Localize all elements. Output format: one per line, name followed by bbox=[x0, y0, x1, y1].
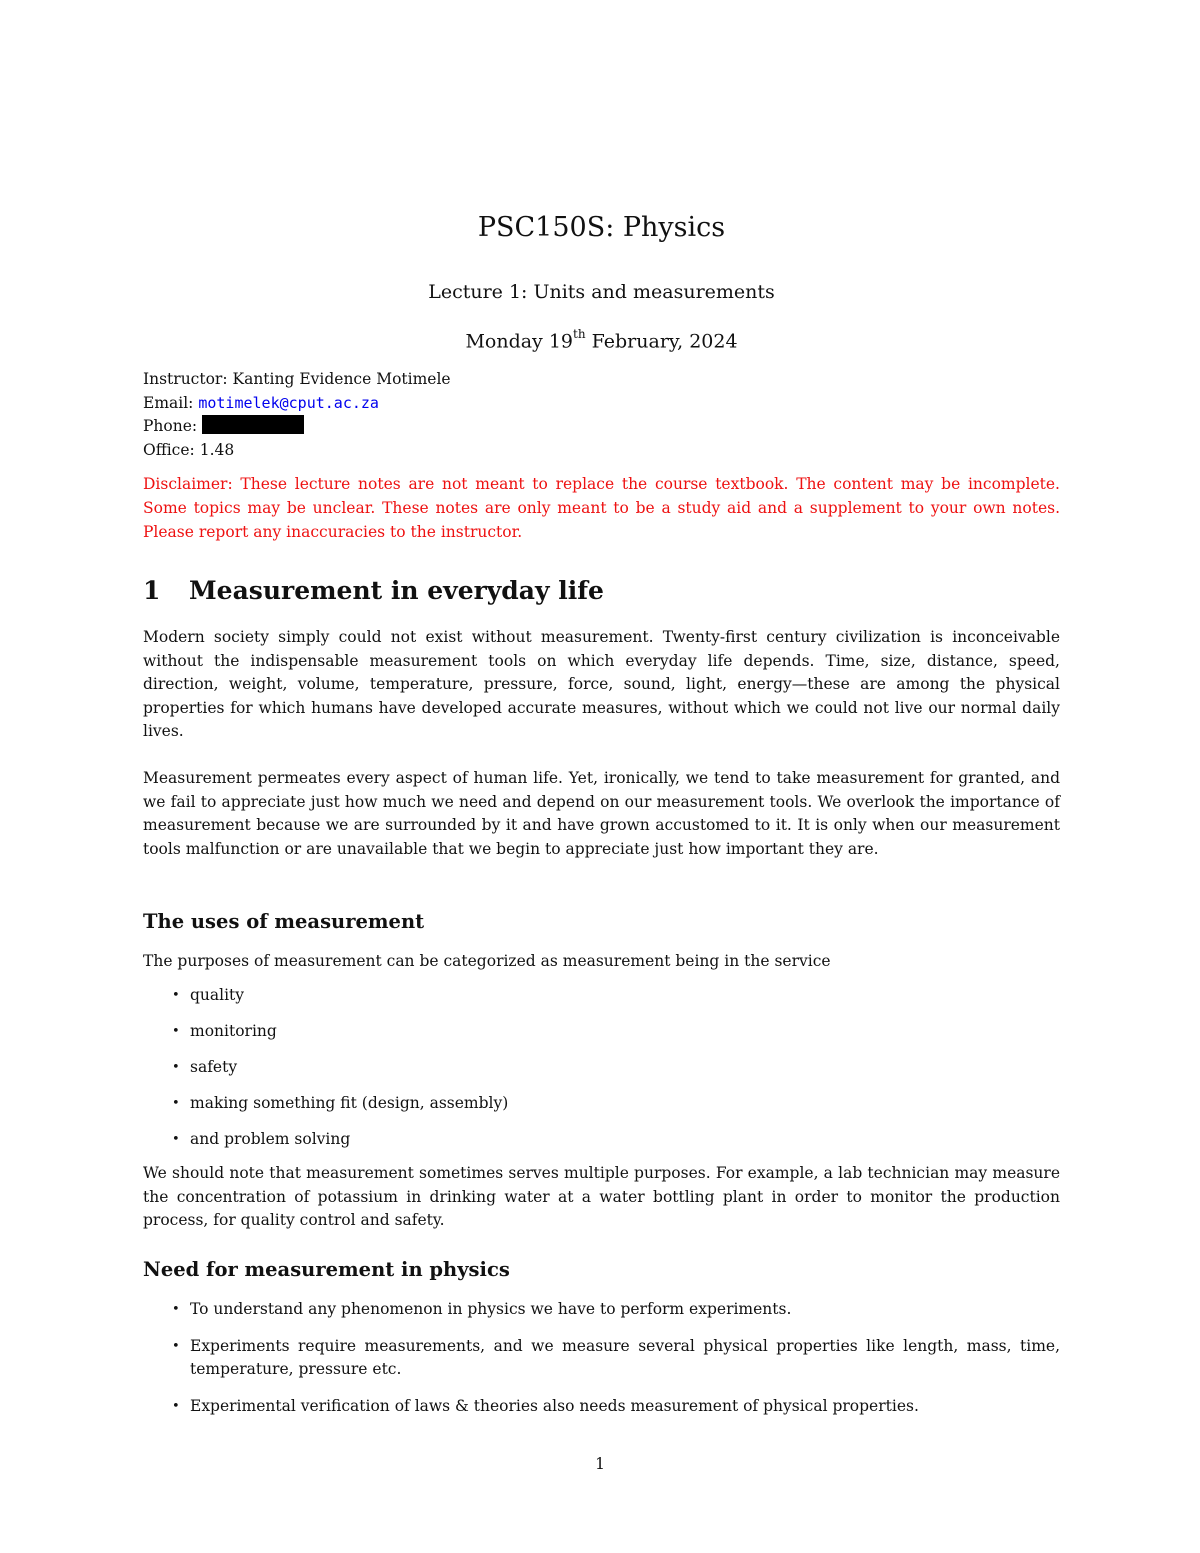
instructor-name: Kanting Evidence Motimele bbox=[232, 370, 451, 388]
date-day: Monday 19 bbox=[465, 330, 574, 353]
page-number: 1 bbox=[595, 1455, 605, 1473]
email-label: Email: bbox=[143, 393, 194, 412]
bullet-icon: • bbox=[172, 1024, 180, 1040]
section-heading bbox=[143, 576, 604, 605]
phone-redaction bbox=[202, 415, 304, 434]
instructor-label: Instructor: bbox=[143, 370, 228, 388]
list-item: • quality bbox=[143, 984, 1060, 1008]
list-item: • and problem solving bbox=[143, 1128, 1060, 1152]
email-row bbox=[143, 392, 451, 416]
instructor-info bbox=[143, 368, 451, 462]
bullet-icon: • bbox=[172, 988, 180, 1003]
list-item: • monitoring bbox=[143, 1020, 1060, 1044]
list-item: • Experiments require measurements, and we measure several physical properties like length, mass, time, temperature, pressure etc. bbox=[172, 1336, 1060, 1379]
list-item: • To understand any phenomenon in physics we have to perform experiments. bbox=[143, 1298, 1060, 1322]
need-heading: Need for measurement in physics bbox=[143, 1258, 510, 1281]
lecture-date bbox=[143, 329, 1060, 352]
bullet-icon: • bbox=[172, 1132, 180, 1148]
uses-heading: The uses of measurement bbox=[143, 910, 425, 933]
need-list bbox=[143, 1298, 1060, 1418]
office-number: 1.48 bbox=[199, 440, 235, 459]
instructor-row bbox=[143, 368, 451, 392]
list-item: • Experimental verification of laws & theories also needs measurement of physical properties. bbox=[143, 1395, 1060, 1419]
document-title: PSC150S: Physics bbox=[477, 212, 726, 243]
date-rest: February, 2024 bbox=[585, 330, 738, 353]
section-paragraph-2: Measurement permeates every aspect of human life. Yet, ironically, we tend to take measurement for granted, and we fail to appreciate just how much we need and depend on our measurement tools. We overlook the importance of measurement because we are surrounded by it and have grown accustomed to it. It is only when our measurement tools malfunction or are unavailable that we begin to appreciate just how important they are. bbox=[143, 769, 1060, 858]
bullet-icon: • bbox=[172, 1096, 180, 1112]
list-item: • making something fit (design, assembly) bbox=[143, 1092, 1060, 1116]
bullet-icon: • bbox=[172, 1060, 180, 1076]
disclaimer-text: Disclaimer: These lecture notes are not meant to replace the course textbook. The content may be incomplete. Some topics may be unclear. These notes are only meant to be a study aid and a supplement to your own notes. Please report any inaccuracies to the instructor. bbox=[143, 475, 1060, 541]
lecture-subtitle: Lecture 1: Units and measurements bbox=[428, 281, 775, 303]
list-item: • safety bbox=[143, 1056, 1060, 1080]
section-paragraph-1: Modern society simply could not exist without measurement. Twenty-first century civilization is inconceivable without the indispensable measurement tools on which everyday life depends. Time, size, distance, speed, direction, weight, volume, temperature, pressure, force, sound, light, energy—these are among the physical properties for which humans have developed accurate measures, without which we could not live our normal daily lives. bbox=[143, 628, 1060, 741]
date-ordinal: th bbox=[573, 327, 586, 341]
phone-label: Phone: bbox=[143, 417, 198, 435]
bullet-icon: • bbox=[172, 1302, 180, 1317]
phone-row bbox=[143, 415, 451, 439]
bullet-icon: • bbox=[172, 1338, 180, 1354]
uses-paragraph: We should note that measurement sometimes serves multiple purposes. For example, a lab technician may measure the concentration of potassium in drinking water at a water bottling plant in order to monitor the production process, for quality control and safety. bbox=[143, 1164, 1060, 1230]
uses-list bbox=[143, 984, 1060, 1152]
section-title: Measurement in everyday life bbox=[189, 576, 604, 605]
uses-intro: The purposes of measurement can be categorized as measurement being in the service bbox=[143, 952, 831, 970]
email-link[interactable]: motimelek@cput.ac.za bbox=[198, 393, 379, 412]
office-label: Office: bbox=[143, 440, 195, 459]
section-number: 1 bbox=[143, 576, 161, 605]
office-row bbox=[143, 439, 451, 463]
bullet-icon: • bbox=[172, 1398, 180, 1414]
